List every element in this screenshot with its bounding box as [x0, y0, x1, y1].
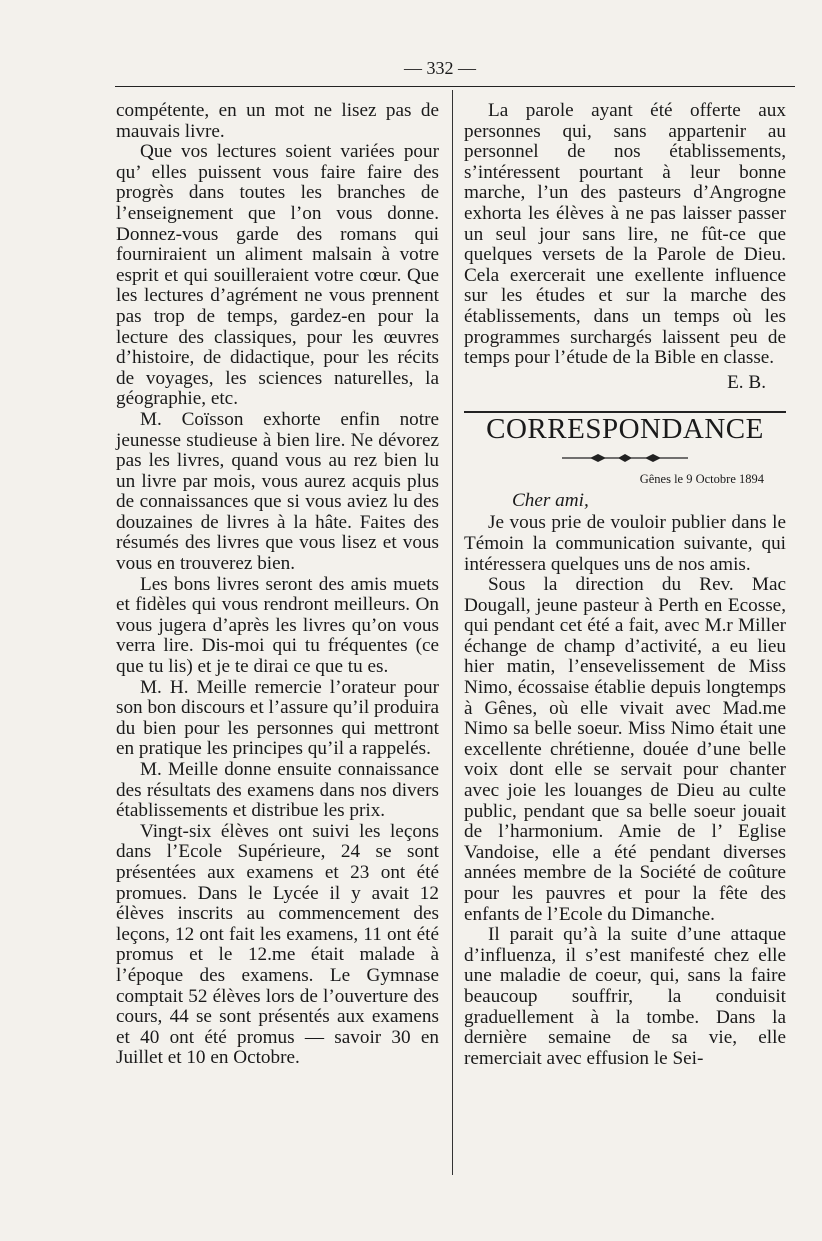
left-column — [116, 101, 439, 1069]
paragraph: Je vous prie de vouloir publier dans le Témoin la communication suivante, qui intéressera quelques uns de nos amis. — [464, 512, 786, 575]
paragraph: Les bons livres seront des amis muets et fidèles qui vous rendront meilleurs. On vous jugera d’après les livres qu’on vous verra lire. Dis-moi qui tu fréquentes (ce que tu lis) et je te dirai ce que tu es. — [116, 573, 439, 678]
section-heading: CORRESPONDANCE — [486, 413, 764, 446]
paragraph: Il parait qu’à la suite d’une attaque d’influenza, il s’est manifesté chez elle une maladie de coeur, qui, sans la faire beaucoup souffrir, la conduisit graduellement à la tombe. Dans la dernière semaine de sa vie, elle remerciait avec effusion le Sei- — [464, 924, 786, 1069]
paragraph: M. Meille donne ensuite connaissance des résultats des examens dans nos divers établissements et distribue les prix. — [116, 759, 439, 822]
paragraph: Vingt-six élèves ont suivi les leçons dans l’Ecole Supérieure, 24 se sont présentées aux examens et 23 ont été promues. Dans le Lycée il y avait 12 élèves inscrits au commencement des leçons, 12 ont fait les examens, 11 ont été promus et le 12.me était malade à l’époque des examens. Le Gymnase comptait 52 élèves lors de l’ouverture des cours, 44 se sont présentés aux examens et 40 ont été promus — savoir 30 en Juillet et 10 en Octobre. — [116, 820, 439, 1069]
paragraph: La parole ayant été offerte aux personnes qui, sans appartenir au personnel de nos établissements, s’intéressent pourtant à leur bonne marche, l’un des pasteurs d’Angrogne exhorta les élèves à ne pas laisser passer un seul jour sans lire, ne fût-ce que quelques versets de la Parole de Dieu. Cela exercerait une exellente influence sur les études et sur la marche des établissements, dans un temps où les programmes surchargés laissent peu de temps pour l’étude de la Bible en classe. — [464, 100, 786, 369]
header-rule — [115, 86, 795, 87]
page-number: — 332 — — [404, 58, 476, 78]
article-signature: E. B. — [727, 371, 766, 393]
paragraph: M. Coïsson exhorte enfin notre jeunesse studieuse à bien lire. Ne dévorez pas les livres, quand vous au rez bien lu un livre par mois, vous aurez acquis plus de connaissances que si vous aviez lu des douzaines de livres à la hâte. Faites des résumés des livres que vous lisez et vous vous en trouverez bien. — [116, 408, 439, 575]
paragraph: Que vos lectures soient variées pour qu’ elles puissent vous faire faire des progrès dans toutes les branches de l’enseignement que l’on vous donne. Donnez-vous garde des romans qui fourniraient un aliment malsain à votre esprit et qui souilleraient votre cœur. Que les lectures d’agrément ne vous prennent pas trop de temps, gardez-en pour la lecture des classiques, pour les œuvres d’histoire, de didactique, pour les récits de voyages, les sciences naturelles, la géographie, etc. — [116, 141, 439, 410]
letter-dateline: Gênes le 9 Octobre 1894 — [639, 472, 764, 487]
ornament-divider — [560, 451, 690, 465]
paragraph: M. H. Meille remercie l’orateur pour son bon discours et l’assure qu’il produira du bien pour les personnes qui mettront en pratique les principes qu’il a rappelés. — [116, 676, 439, 760]
paragraph: Sous la direction du Rev. Mac Dougall, jeune pasteur à Perth en Ecosse, qui pendant cet été a fait, avec M.r Miller échange de champ d’activité, a eu lieu hier matin, l’ensevelissement de Miss Nimo, écossaise établie depuis longtemps à Gênes, où elle vivait avec Mad.me Nimo sa belle soeur. Miss Nimo était une excellente chrétienne, douée d’une belle voix dont elle se servait pour chanter avec joie les louanges de Dieu au culte public, pendant que sa belle soeur jouait de l’harmonium. Amie de l’ Eglise Vandoise, elle a été pendant diverses années membre de la Société de coûture pour les pauvres et pour la fête des enfants de l’Ecole du Dimanche. — [464, 574, 786, 925]
letter-salutation: Cher ami, — [512, 490, 589, 512]
column-divider — [452, 90, 453, 1175]
paragraph: compétente, en un mot ne lisez pas de mauvais livre. — [116, 100, 439, 142]
right-column — [464, 101, 786, 1069]
